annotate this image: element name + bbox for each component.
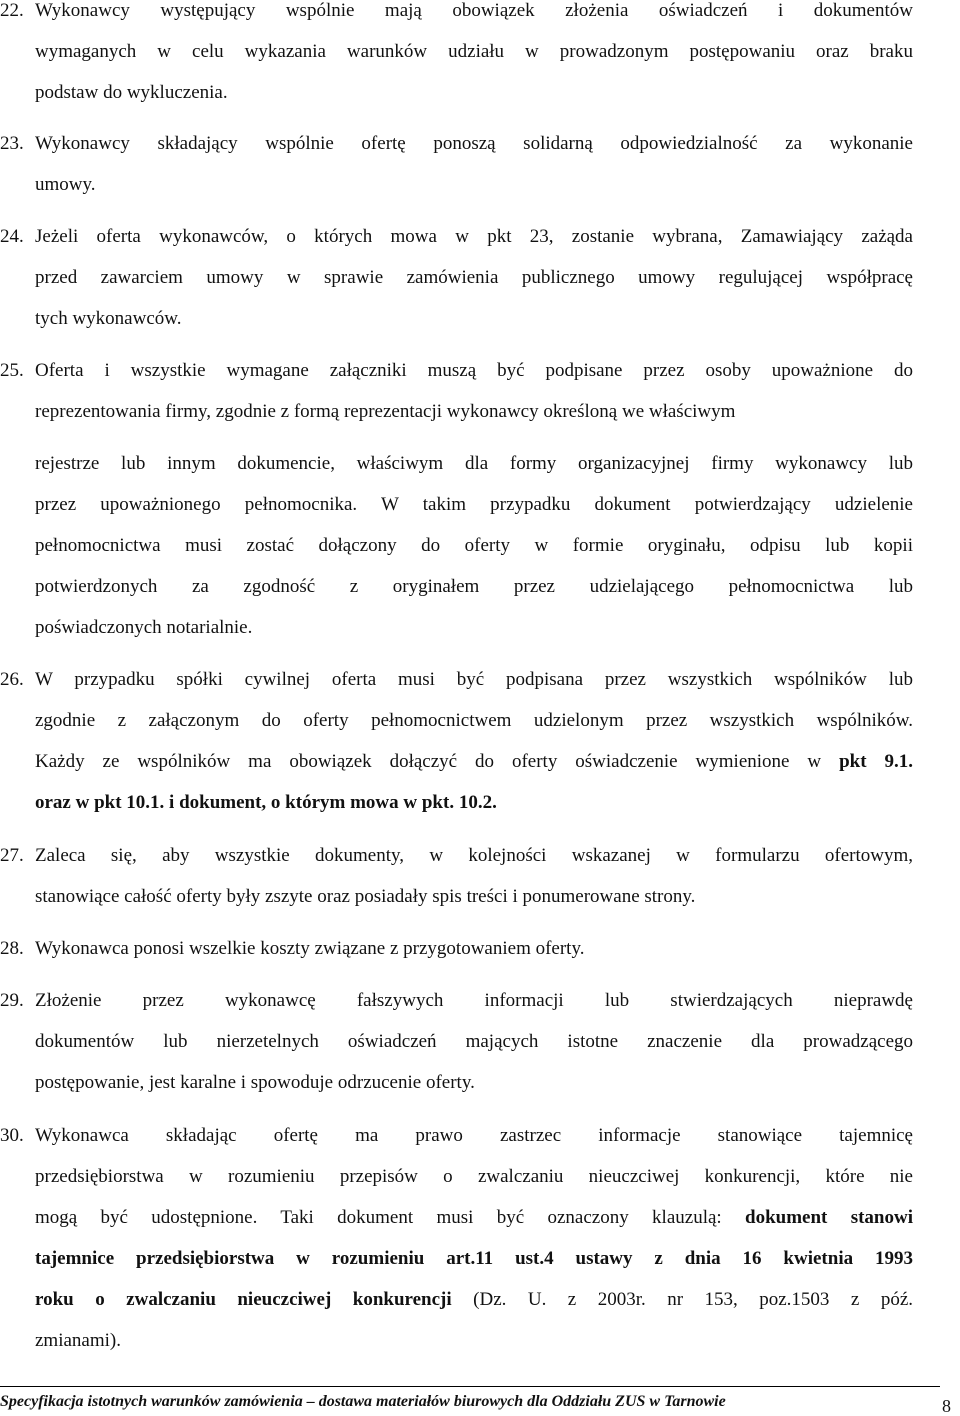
paragraph-line: Wykonawca składając ofertę ma prawo zastrzec informacje stanowiące tajemnicę — [35, 1125, 913, 1146]
paragraph-line: Złożenie przez wykonawcę fałszywych informacji lub stwierdzających nieprawdę — [35, 990, 913, 1011]
paragraph-line: zmianami). — [35, 1330, 121, 1351]
line-text: (Dz. U. z 2003r. nr 153, poz.1503 z póź. — [473, 1289, 913, 1310]
paragraph-line: podstaw do wykluczenia. — [35, 82, 228, 103]
paragraph-line: poświadczonych notarialnie. — [35, 617, 253, 638]
page-footer — [0, 1378, 960, 1414]
paragraph-line: stanowiące całość oferty były zszyte oraz posiadały spis treści i ponumerowane strony. — [35, 886, 696, 907]
bold-clause: dokument stanowi — [745, 1207, 913, 1228]
paragraph-line: przez upoważnionego pełnomocnika. W takim przypadku dokument potwierdzający udzielenie — [35, 494, 913, 515]
paragraph-line: W przypadku spółki cywilnej oferta musi być podpisana przez wszystkich wspólników lub — [35, 669, 913, 690]
paragraph-line-bold: oraz w pkt 10.1. i dokument, o którym mowa w pkt. 10.2. — [35, 792, 497, 813]
bold-clause-end: roku o zwalczaniu nieuczciwej konkurencji — [35, 1289, 452, 1310]
item-number: 22. — [0, 0, 24, 21]
paragraph-line — [35, 1279, 913, 1320]
paragraph-line: wymaganych w celu wykazania warunków udziału w prowadzonym postępowaniu oraz braku — [35, 41, 913, 62]
paragraph-line: postępowanie, jest karalne i spowoduje odrzucenie oferty. — [35, 1072, 475, 1093]
footer-title: Specyfikacja istotnych warunków zamówienia – dostawa materiałów biurowych dla Oddziału ZUS w Tarnowie — [0, 1393, 726, 1410]
paragraph-line: rejestrze lub innym dokumencie, właściwym dla formy organizacyjnej firmy wykonawcy lub — [35, 453, 913, 474]
line-text: Każdy ze wspólników ma obowiązek dołączyć do oferty oświadczenie wymienione w — [35, 751, 822, 772]
paragraph-line: Oferta i wszystkie wymagane załączniki muszą być podpisane przez osoby upoważnione do — [35, 360, 913, 381]
item-number: 29. — [0, 990, 24, 1011]
paragraph-line: Zaleca się, aby wszystkie dokumenty, w kolejności wskazanej w formularzu ofertowym, — [35, 845, 913, 866]
paragraph-line: Wykonawcy występujący wspólnie mają obowiązek złożenia oświadczeń i dokumentów — [35, 0, 913, 21]
item-number: 26. — [0, 669, 24, 690]
item-number: 23. — [0, 133, 24, 154]
paragraph-line: przedsiębiorstwa w rozumieniu przepisów o zwalczaniu nieuczciwej konkurencji, które nie — [35, 1166, 913, 1187]
paragraph-line: pełnomocnictwa musi zostać dołączony do oferty w formie oryginału, odpisu lub kopii — [35, 535, 913, 556]
paragraph-line — [35, 1197, 913, 1238]
item-number: 28. — [0, 938, 24, 959]
paragraph-line: Wykonawcy składający wspólnie ofertę ponoszą solidarną odpowiedzialność za wykonanie — [35, 133, 913, 154]
item-number: 24. — [0, 226, 24, 247]
paragraph-line-bold: tajemnice przedsiębiorstwa w rozumieniu art.11 ust.4 ustawy z dnia 16 kwietnia 1993 — [35, 1248, 913, 1269]
footer-divider — [0, 1386, 940, 1387]
paragraph-line: Wykonawca ponosi wszelkie koszty związane z przygotowaniem oferty. — [35, 938, 585, 959]
paragraph-line: zgodnie z załączonym do oferty pełnomocnictwem udzielonym przez wszystkich wspólników. — [35, 710, 913, 731]
paragraph-line: przed zawarciem umowy w sprawie zamówienia publicznego umowy regulującej współpracę — [35, 267, 913, 288]
line-text: mogą być udostępnione. Taki dokument musi być oznaczony klauzulą: — [35, 1207, 722, 1228]
paragraph-line: potwierdzonych za zgodność z oryginałem przez udzielającego pełnomocnictwa lub — [35, 576, 913, 597]
paragraph-line — [35, 741, 913, 782]
item-number: 25. — [0, 360, 24, 381]
paragraph-line: umowy. — [35, 174, 96, 195]
paragraph-line: Jeżeli oferta wykonawców, o których mowa w pkt 23, zostanie wybrana, Zamawiający zażąda — [35, 226, 913, 247]
item-number: 30. — [0, 1125, 24, 1146]
item-number: 27. — [0, 845, 24, 866]
page-number: 8 — [942, 1396, 951, 1416]
paragraph-line: dokumentów lub nierzetelnych oświadczeń mających istotne znaczenie dla prowadzącego — [35, 1031, 913, 1052]
paragraph-line: reprezentowania firmy, zgodnie z formą reprezentacji wykonawcy określoną we właściwym — [35, 401, 736, 422]
paragraph-line: tych wykonawców. — [35, 308, 182, 329]
bold-reference: pkt 9.1. — [839, 751, 913, 772]
